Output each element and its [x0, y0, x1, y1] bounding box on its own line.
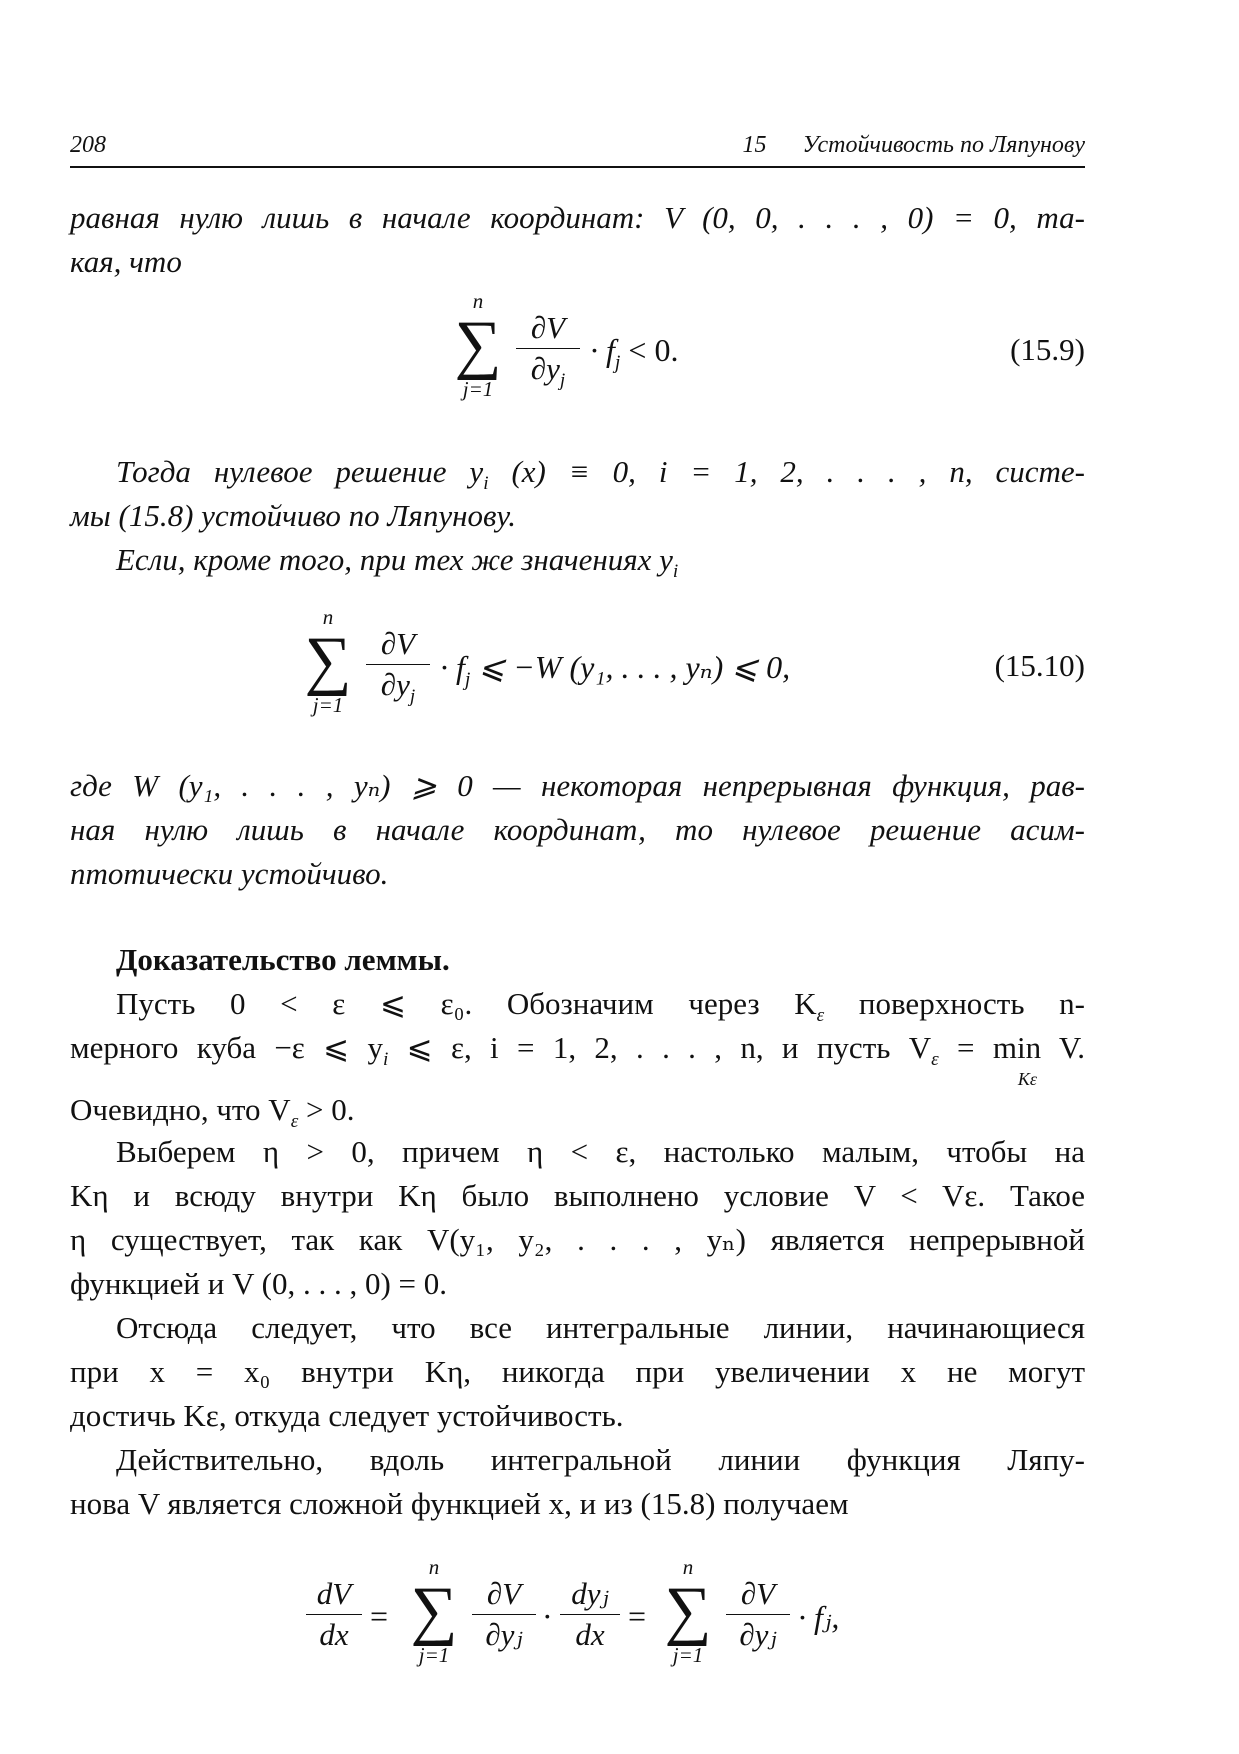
text: Тогда нулевое решение y — [116, 454, 484, 489]
text: = min V. — [938, 1030, 1085, 1065]
text-line: где W (y₁, . . . , yₙ) ⩾ 0 — некоторая непрерывная функция, рав- — [70, 768, 1085, 803]
chapter-heading — [742, 132, 1085, 159]
text: (x) ≡ 0, i = 1, 2, . . . , n, систе- — [488, 454, 1085, 489]
sum-symbol — [296, 606, 360, 716]
subscript: j — [464, 668, 471, 691]
sum-upper-limit: n — [472, 289, 484, 313]
book-page — [70, 0, 1085, 1754]
numerator: dyⱼ — [571, 1576, 609, 1611]
fraction — [726, 1574, 790, 1655]
fraction — [560, 1574, 620, 1655]
sigma-glyph: ∑ — [664, 1574, 712, 1647]
text-line: кая, что — [70, 244, 182, 279]
text-line: достичь Kε, откуда следует устойчивость. — [70, 1398, 624, 1433]
numerator: dV — [316, 1576, 352, 1611]
sum-upper-limit: n — [682, 1555, 694, 1579]
text-line: ная нулю лишь в начале координат, то нулевое решение асим- — [70, 812, 1085, 847]
rest-tail: ⩽ −W (y₁, . . . , yₙ) ⩽ 0, — [470, 649, 791, 685]
dot-operator: · — [542, 1598, 553, 1634]
fraction — [472, 1574, 536, 1655]
text-line: птотически устойчиво. — [70, 856, 389, 891]
sum-upper-limit: n — [428, 1555, 440, 1579]
denominator-text: ∂y — [530, 351, 560, 386]
text: > 0. — [298, 1092, 355, 1127]
subscript: i — [672, 561, 679, 583]
chapter-title: Устойчивость по Ляпунову — [802, 132, 1085, 158]
text-line: Действительно, вдоль интегральной линии функция Ляпу- — [116, 1442, 1085, 1477]
numerator: ∂V — [486, 1576, 522, 1611]
text-line: Отсюда следует, что все интегральные линии, начинающиеся — [116, 1310, 1085, 1345]
sum-lower-limit: j=1 — [672, 1643, 704, 1667]
paragraph-intro — [70, 196, 1085, 284]
equation-15-9 — [70, 290, 1085, 420]
rest-text: · f — [440, 649, 465, 685]
equation-number: (15.9) — [1010, 332, 1085, 367]
sum-symbol — [446, 290, 510, 400]
fraction-lhs — [306, 1574, 362, 1655]
equals-sign: = — [628, 1598, 647, 1634]
chapter-number: 15 — [742, 132, 767, 158]
numerator: ∂V — [530, 310, 566, 345]
denominator: ∂yⱼ — [485, 1617, 523, 1652]
min-subscript: Kε — [1017, 1069, 1037, 1089]
equation-rest — [440, 648, 791, 691]
paragraph-consequence — [70, 1306, 1085, 1438]
equation-rest — [590, 332, 679, 374]
denominator: dx — [319, 1617, 349, 1652]
proof-section — [70, 938, 1085, 1132]
denominator — [366, 665, 430, 708]
text-line — [70, 982, 1085, 1026]
fraction — [516, 308, 580, 392]
text-line — [70, 1026, 1085, 1070]
numerator: ∂V — [380, 626, 416, 661]
text-line: равная нулю лишь в начале координат: V (0, 0, . . . , 0) = 0, та- — [70, 200, 1085, 235]
text: ⩽ ε, i = 1, 2, . . . , n, и пусть V — [388, 1030, 932, 1065]
subscript: j — [409, 686, 416, 708]
fraction — [366, 624, 430, 708]
text-line: нова V является сложной функцией x, и из (15.8) получаем — [70, 1486, 849, 1521]
equation-derivative — [70, 1556, 1085, 1686]
denominator: ∂yⱼ — [739, 1617, 777, 1652]
text-line — [70, 1088, 1085, 1132]
subscript: j — [559, 370, 566, 392]
denominator — [516, 349, 580, 392]
sigma-glyph: ∑ — [304, 624, 352, 697]
denominator-text: ∂y — [380, 667, 410, 702]
sum-symbol — [656, 1556, 720, 1666]
paragraph-theorem — [70, 450, 1085, 538]
rest-text: · f — [590, 332, 615, 368]
subscript: i — [483, 473, 489, 495]
text-line: Выберем η > 0, причем η < ε, настолько малым, чтобы на — [116, 1134, 1085, 1169]
text-line — [70, 450, 1085, 494]
text-line — [70, 538, 1085, 582]
subscript: ε — [931, 1049, 939, 1071]
equation-number: (15.10) — [994, 648, 1085, 683]
text: Очевидно, что V — [70, 1092, 291, 1127]
text-line: Kη и всюду внутри Kη было выполнено условие V < Vε. Такое — [70, 1178, 1085, 1213]
text: Если, кроме того, при тех же значениях y — [116, 542, 673, 577]
text: поверхность n- — [824, 986, 1085, 1021]
sigma-glyph: ∑ — [410, 1574, 458, 1647]
proof-heading: Доказательство леммы. — [116, 942, 450, 977]
paragraph-condition — [70, 538, 1085, 582]
paragraph-choose-eta — [70, 1130, 1085, 1306]
subscript: j — [614, 351, 621, 374]
text-line: функцией и V (0, . . . , 0) = 0. — [70, 1266, 448, 1301]
equals-sign: = — [370, 1598, 389, 1634]
text-line: при x = x₀ внутри Kη, никогда при увеличении x не могут — [70, 1354, 1085, 1389]
equation-tail: · fⱼ, — [798, 1599, 840, 1635]
text-line: η существует, так как V(y₁, y₂, . . . , yₙ) является непрерывной — [70, 1222, 1085, 1257]
sum-lower-limit: j=1 — [312, 693, 344, 717]
subscript: i — [382, 1049, 389, 1071]
running-head — [70, 130, 1085, 168]
numerator: ∂V — [740, 1576, 776, 1611]
paragraph-indeed — [70, 1438, 1085, 1526]
sum-lower-limit: j=1 — [418, 1643, 450, 1667]
rest-tail: < 0. — [620, 332, 679, 368]
page-number: 208 — [70, 132, 106, 158]
paragraph-asymptotic — [70, 764, 1085, 896]
text: мерного куба −ε ⩽ y — [70, 1030, 383, 1065]
sum-symbol — [402, 1556, 466, 1666]
subscript: ε — [816, 1005, 825, 1027]
text-line: мы (15.8) устойчиво по Ляпунову. — [70, 498, 516, 533]
subscript: ε — [290, 1111, 299, 1133]
sum-lower-limit: j=1 — [462, 377, 494, 401]
sigma-glyph: ∑ — [454, 308, 502, 381]
equation-15-10 — [70, 606, 1085, 736]
sum-upper-limit: n — [322, 605, 334, 629]
denominator: dx — [575, 1617, 605, 1652]
text: Пусть 0 < ε ⩽ ε₀. Обозначим через K — [116, 986, 817, 1021]
